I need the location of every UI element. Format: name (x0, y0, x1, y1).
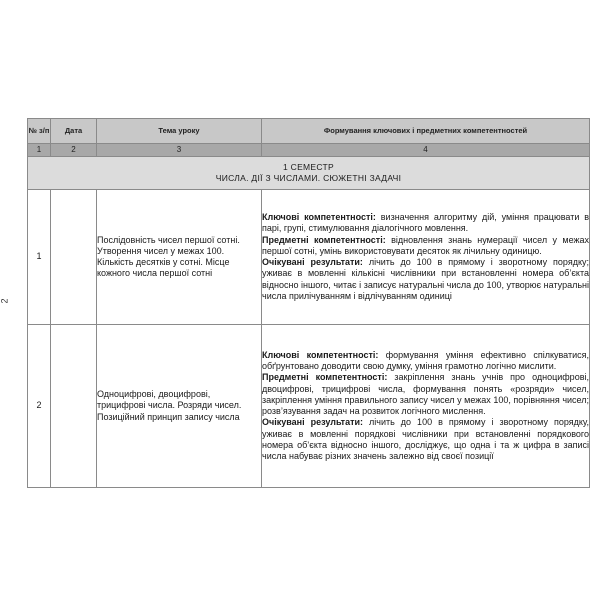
subject-competencies: Предметні компетентності: закріплення знань учнів про одноцифрові, двоцифрові, трицифрові числа, формування понять «розряди» чисел, закріплення уміння правильного запису чисел у межах 100, порівняння чисел; розв’язування задач на розвиток логічного мислення. (262, 372, 589, 416)
competencies-cell (262, 325, 590, 488)
lesson-topic: Одноцифрові, двоцифрові, трицифрові числа. Розряди чисел. Позиційний принцип запису числа (97, 325, 262, 488)
semester-title: 1 СЕМЕСТР (282, 162, 335, 173)
lesson-topic: Послідовність чисел першої сотні. Утворення чисел у межах 100. Кількість десятків у сотні. Місце кожного числа першої сотні (97, 190, 262, 325)
section-title: ЧИСЛА. ДІЇ З ЧИСЛАМИ. СЮЖЕТНІ ЗАДАЧІ (215, 173, 402, 183)
row-number: 1 (28, 190, 51, 325)
column-number: 2 (51, 144, 97, 157)
page-number: 2 (0, 298, 10, 304)
table-row (28, 190, 590, 325)
key-competencies: Ключові компетентності: визначення алгоритму дій, уміння працювати в парі, групі, стимулювання діалогічного мовлення. (262, 212, 589, 234)
header-competencies: Формування ключових і предметних компетентностей (262, 119, 590, 144)
subject-competencies: Предметні компетентності: відновлення знань нумерації чисел у межах першої сотні, умінь використовувати десяток як лічильну одиницю. (262, 234, 589, 256)
row-date (51, 325, 97, 488)
row-date (51, 190, 97, 325)
header-row (28, 119, 590, 144)
table-row (28, 325, 590, 488)
lesson-plan-table (27, 118, 590, 488)
column-number: 3 (97, 144, 262, 157)
column-number: 4 (262, 144, 590, 157)
competencies-cell (262, 190, 590, 325)
expected-results: Очікувані результати: лічить до 100 в прямому і зворотному порядку, уживає в мовленні порядкові числівники при встановленні порядкового номера об’єкта відносно іншого, досліджує, що одна і та ж цифра в записі числа набуває різних значень залежно від своєї позиції (262, 417, 590, 461)
header-date: Дата (51, 119, 97, 144)
expected-results: Очікувані результати: лічить до 100 в прямому і зворотному порядку; уживає в мовленні кількісні числівники при встановленні номера об’єкта відносно іншого, читає і записує натуральні числа до 100, утворює натуральні числа прилічуванням і відлічуванням одиниці (262, 257, 589, 301)
semester-cell (28, 157, 590, 190)
header-num: № з/п (28, 119, 51, 144)
key-competencies: Ключові компетентності: формування уміння ефективно спілкуватися, обґрунтовано доводити свою думку, уміння грамотно логічно мислити. (262, 349, 589, 371)
column-numbers-row (28, 144, 590, 157)
row-number: 2 (28, 325, 51, 488)
header-topic: Тема уроку (97, 119, 262, 144)
semester-row (28, 157, 590, 190)
column-number: 1 (28, 144, 51, 157)
